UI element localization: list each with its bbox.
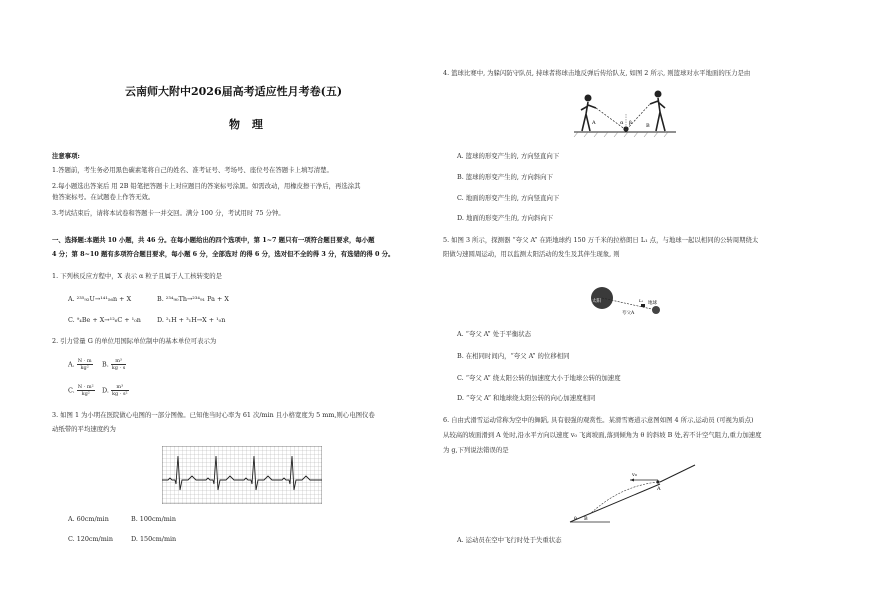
notice-item: 他答案标号。在试题卷上作答无效。 xyxy=(52,193,155,201)
q3-option-c: C. 120cm/min xyxy=(68,535,113,543)
q2-option-b-label: B. xyxy=(102,360,109,369)
notice-item: 1.答题前，考生务必用黑色碳素笔将自己的姓名、准考证号、考场号、座位号在答题卡上填写清楚。 xyxy=(52,166,333,174)
q2-option-a xyxy=(68,358,93,371)
q1-option-c: C. ⁹₄Be + X→¹²₆C + ¹₀n xyxy=(68,316,141,324)
q2-option-b-fraction xyxy=(111,358,127,371)
q5-stem: 5. 如图 3 所示，探测器 “夸父 A” 在距地球约 150 万千米的拉格朗日 L₁ 点，与地球一起以相同的公转周期绕太 xyxy=(443,236,759,244)
q3-option-a: A. 60cm/min xyxy=(68,515,109,523)
exam-subject: 物 理 xyxy=(229,118,267,131)
upper-slope xyxy=(660,465,695,482)
q4-option-a: A. 篮球的形变产生的, 方向竖直向下 xyxy=(457,152,560,160)
ski-slope-figure xyxy=(560,462,710,528)
q6-stem: 从较高的坡面滑到 A 处时,沿水平方向以速度 v₀ 飞离坡面,落到倾角为 θ 的斜坡 B 处,若不计空气阻力,重力加速度 xyxy=(443,431,762,439)
q1-option-d: D. ²₁H + ³₁H→X + ¹₀n xyxy=(157,316,226,324)
q6-stem: 为 g,下列说法错误的是 xyxy=(443,446,509,454)
q2-option-c-label: C. xyxy=(68,386,75,395)
q2-c-numerator: N · m² xyxy=(77,384,94,390)
fig2-label-a: A xyxy=(592,120,596,126)
fig3-probe-label: 夸父A xyxy=(622,311,635,316)
q5-option-b: B. 在相同时间内，“夸父 A” 的位移相同 xyxy=(457,352,570,360)
q2-d-numerator: m³ xyxy=(111,384,129,391)
q2-option-c xyxy=(68,384,95,397)
q2-option-a-label: A. xyxy=(68,360,75,369)
section-instructions: 4 分；第 8~10 题有多项符合题目要求，每小题 6 分，全部选对 的得 6 分，选对但不全的得 3 分，有选错的得 0 分。 xyxy=(52,250,395,258)
q2-stem: 2. 引力常量 G 的单位用国际单位制中的基本单位可表示为 xyxy=(52,337,217,345)
q5-option-a: A. “夸父 A” 处于平衡状态 xyxy=(457,330,532,338)
fig4-theta-label: θ xyxy=(574,517,577,522)
q1-option-a: A. ²³⁵₉₂U→¹⁴¹₅₆n + X xyxy=(68,295,132,303)
q5-option-c: C. “夸父 A” 绕太阳公转的加速度大小于地球公转的加速度 xyxy=(457,374,621,382)
q2-a-numerator: N · m xyxy=(77,358,92,364)
q2-a-denominator: kg² xyxy=(80,365,89,371)
player-right-head xyxy=(655,91,662,98)
notice-item: 3.考试结束后，请将本试卷和答题卡一并交回。满分 100 分，考试用时 75 分钟。 xyxy=(52,209,285,217)
earth-icon xyxy=(652,306,660,314)
fig3-l1-label: L₁ xyxy=(639,298,644,303)
q6-stem: 6. 自由式滑雪运动常称为空中的舞蹈, 具有很强的观赏性。某滑雪赛道示意图如图 4 所示,运动员 (可视为质点) xyxy=(443,416,754,424)
q5-option-d: D. “夸父 A” 和地球绕太阳公转的向心加速度相同 xyxy=(457,394,596,402)
q3-stem: 3. 如图 1 为小明在医院做心电图的一部分图像。已知他当时心率为 61 次/min 且小格宽度为 5 mm,则心电图仪卷 xyxy=(52,411,375,419)
q2-c-denominator: kg² xyxy=(81,391,90,397)
notice-heading: 注意事项: xyxy=(52,152,80,160)
q3-option-b: B. 100cm/min xyxy=(131,515,176,523)
fig4-a-label: A xyxy=(657,486,661,492)
skier-point xyxy=(656,480,659,483)
q2-option-d-label: D. xyxy=(102,386,109,395)
ball-path xyxy=(596,104,650,130)
basketball-pass-figure xyxy=(570,84,680,140)
section-instructions: 一、选择题:本题共 10 小题，共 46 分。在每小题给出的四个选项中，第 1~7 题只有一项符合题目要求，每小题 xyxy=(52,236,375,244)
q2-option-d xyxy=(102,384,129,397)
q4-option-c: C. 地面的形变产生的, 方向竖直向下 xyxy=(457,194,560,202)
q2-d-denominator: kg · s² xyxy=(111,391,128,397)
q5-stem: 阳做匀速圆周运动，用以监测太阳活动的发生及其伴生现象, 则 xyxy=(443,250,620,258)
notice-item: 2.每小题选出答案后 用 2B 铅笔把答题卡上对应题目的答案标号涂黑。如需改动，用橡皮擦干净后，再选涂其 xyxy=(52,182,361,190)
q1-stem: 1. 下列核反应方程中，X 表示 α 粒子且属于人工核转变的是 xyxy=(52,272,223,280)
q3-stem: 动纸带的平均速度约为 xyxy=(52,425,116,433)
q2-option-d-fraction xyxy=(111,384,129,397)
q2-option-c-fraction xyxy=(77,384,95,397)
player-left-head xyxy=(585,95,592,102)
fig4-v0-label: v₀ xyxy=(632,472,637,478)
q2-option-a-fraction xyxy=(77,358,93,371)
fig3-sun-label: 太阳 xyxy=(592,299,601,304)
exam-title: 云南师大附中2026届高考适应性月考卷(五) xyxy=(125,85,343,98)
q4-option-d: D. 地面的形变产生的, 方向斜向下 xyxy=(457,214,554,222)
ecg-figure xyxy=(162,446,322,504)
q2-b-numerator: m³ xyxy=(111,358,127,365)
q6-option-a: A. 运动员在空中飞行时处于失重状态 xyxy=(457,536,562,544)
q4-option-b: B. 篮球的形变产生的, 方向斜向下 xyxy=(457,173,553,181)
fig2-label-alpha: α xyxy=(620,120,624,126)
q1-option-b: B. ²³⁴₉₀Th→²³⁴₉₁ Pa + X xyxy=(157,295,229,303)
fig2-label-beta: β xyxy=(629,120,632,126)
q2-b-denominator: kg · s xyxy=(111,365,126,371)
fig4-b-label: B xyxy=(584,516,588,522)
fig2-label-b: B xyxy=(646,123,650,129)
q2-option-b xyxy=(102,358,126,371)
fig3-earth-label: 地球 xyxy=(648,301,657,306)
q3-option-d: D. 150cm/min xyxy=(131,535,177,543)
probe-icon xyxy=(641,304,645,307)
sun-earth-figure xyxy=(590,280,670,320)
q4-stem: 4. 篮球比赛中, 为躲闪防守队员, 持球者将球击地反弹后传给队友, 如图 2 所示, 则篮球对水平地面的压力是由 xyxy=(443,69,751,77)
